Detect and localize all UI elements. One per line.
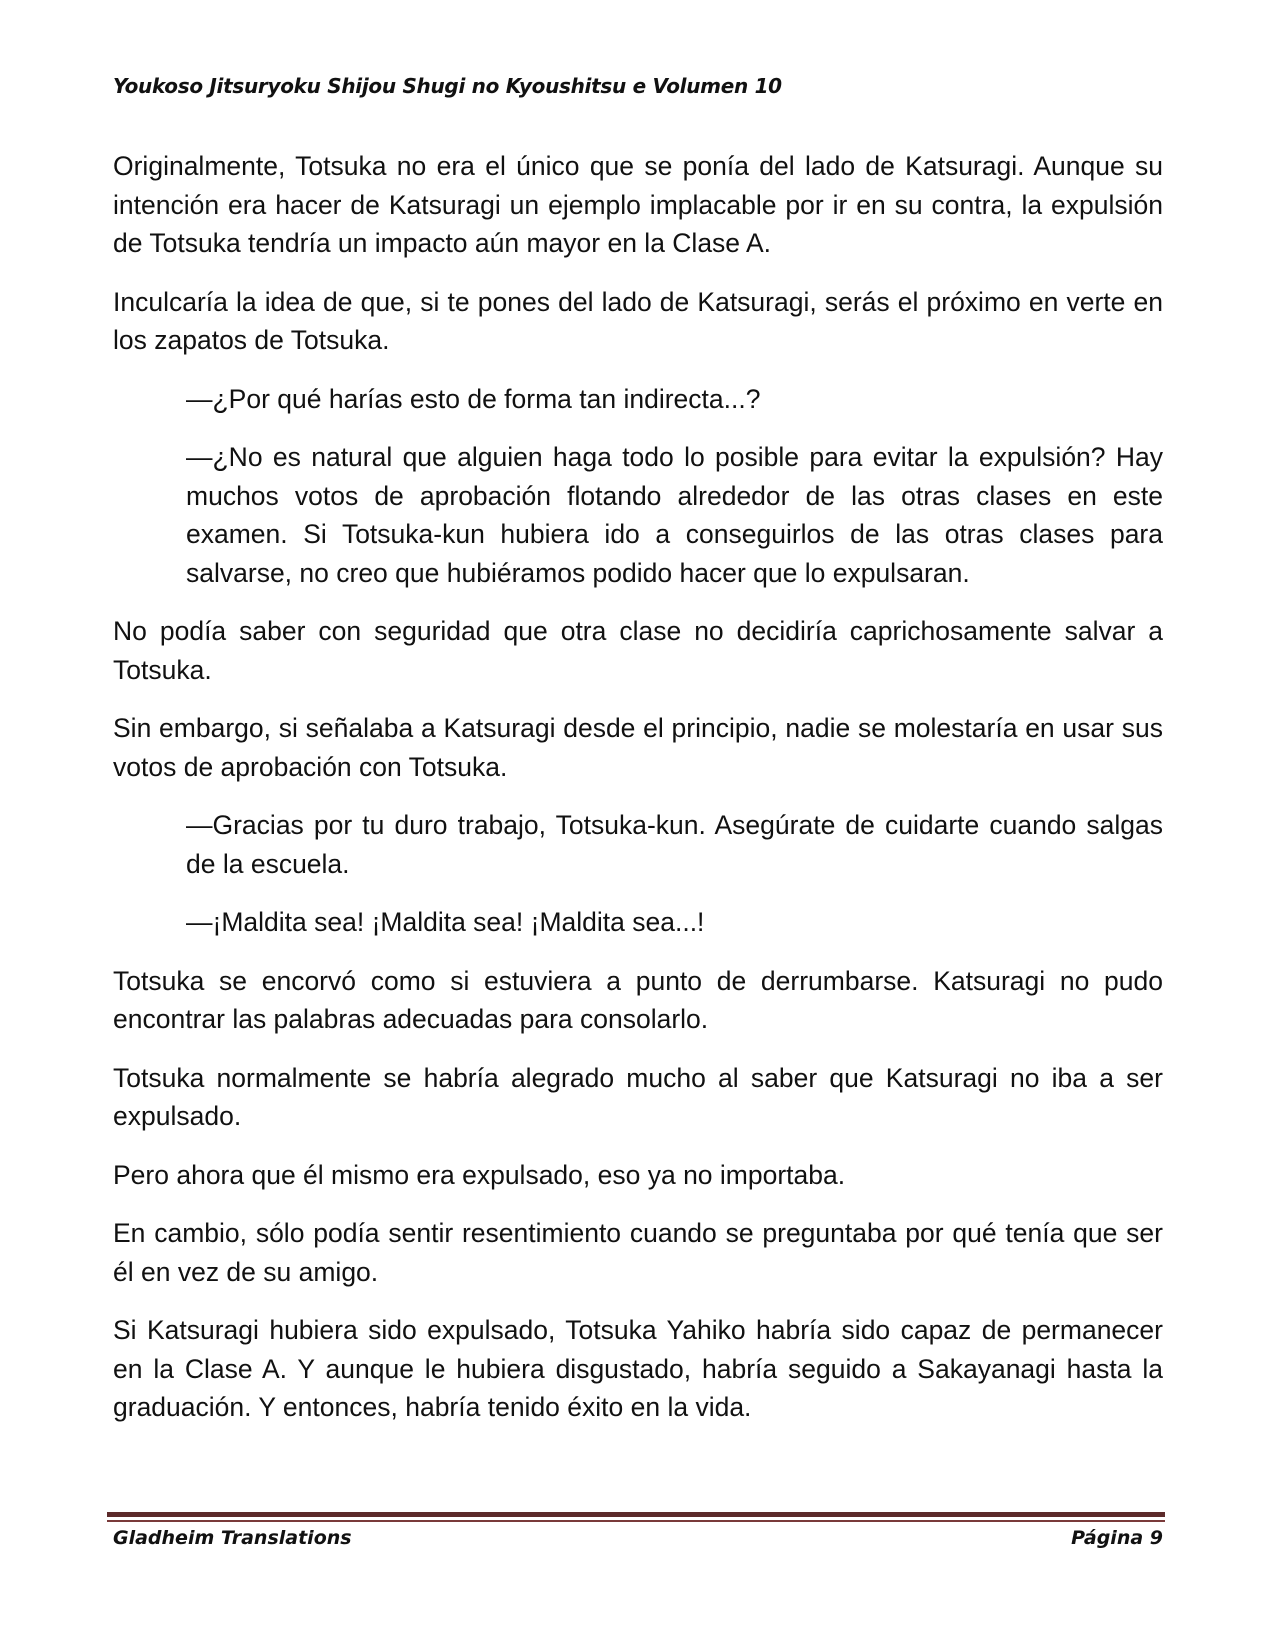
paragraph: Sin embargo, si señalaba a Katsuragi desde el principio, nadie se molestaría en usar sus votos de aprobación con Totsuka. bbox=[113, 713, 1163, 782]
paragraph: Totsuka se encorvó como si estuviera a punto de derrumbarse. Katsuragi no pudo encontrar las palabras adecuadas para consolarlo. bbox=[113, 965, 1163, 1034]
dialogue-line: —Gracias por tu duro trabajo, Totsuka-kun. Asegúrate de cuidarte cuando salgas de la escuela. bbox=[186, 810, 1163, 879]
page-body bbox=[113, 147, 1163, 1447]
paragraph: No podía saber con seguridad que otra clase no decidiría caprichosamente salvar a Totsuka. bbox=[113, 616, 1163, 685]
running-header: Youkoso Jitsuryoku Shijou Shugi no Kyoushitsu e Volumen 10 bbox=[113, 74, 782, 98]
dialogue-line: —¿Por qué harías esto de forma tan indirecta...? bbox=[186, 383, 761, 414]
page-footer bbox=[113, 1527, 1163, 1549]
footer-divider bbox=[107, 1512, 1165, 1517]
dialogue-line: —¿No es natural que alguien haga todo lo posible para evitar la expulsión? Hay muchos votos de aprobación flotando alrededor de las otras clases en este examen. Si Totsuka-kun hubiera ido a conseguirlos de las otras clases para salvarse, no creo que hubiéramos podido hacer que lo expulsaran. bbox=[186, 442, 1163, 588]
paragraph: En cambio, sólo podía sentir resentimiento cuando se preguntaba por qué tenía que ser él en vez de su amigo. bbox=[113, 1218, 1163, 1287]
footer-publisher: Gladheim Translations bbox=[113, 1527, 352, 1549]
paragraph: Pero ahora que él mismo era expulsado, eso ya no importaba. bbox=[113, 1159, 846, 1190]
paragraph: Totsuka normalmente se habría alegrado mucho al saber que Katsuragi no iba a ser expulsado. bbox=[113, 1062, 1163, 1131]
paragraph: Originalmente, Totsuka no era el único que se ponía del lado de Katsuragi. Aunque su intención era hacer de Katsuragi un ejemplo implacable por ir en su contra, la expulsión de Totsuka tendría un impacto aún mayor en la Clase A. bbox=[113, 151, 1163, 258]
paragraph: Si Katsuragi hubiera sido expulsado, Totsuka Yahiko habría sido capaz de permanecer en la Clase A. Y aunque le hubiera disgustado, habría seguido a Sakayanagi hasta la graduación. Y entonces, habría tenido éxito en la vida. bbox=[113, 1315, 1163, 1422]
footer-divider-thin bbox=[107, 1520, 1165, 1522]
dialogue-line: —¡Maldita sea! ¡Maldita sea! ¡Maldita sea...! bbox=[186, 907, 705, 937]
paragraph: Inculcaría la idea de que, si te pones del lado de Katsuragi, serás el próximo en verte en los zapatos de Totsuka. bbox=[113, 286, 1163, 355]
page-number: Página 9 bbox=[1071, 1527, 1163, 1549]
